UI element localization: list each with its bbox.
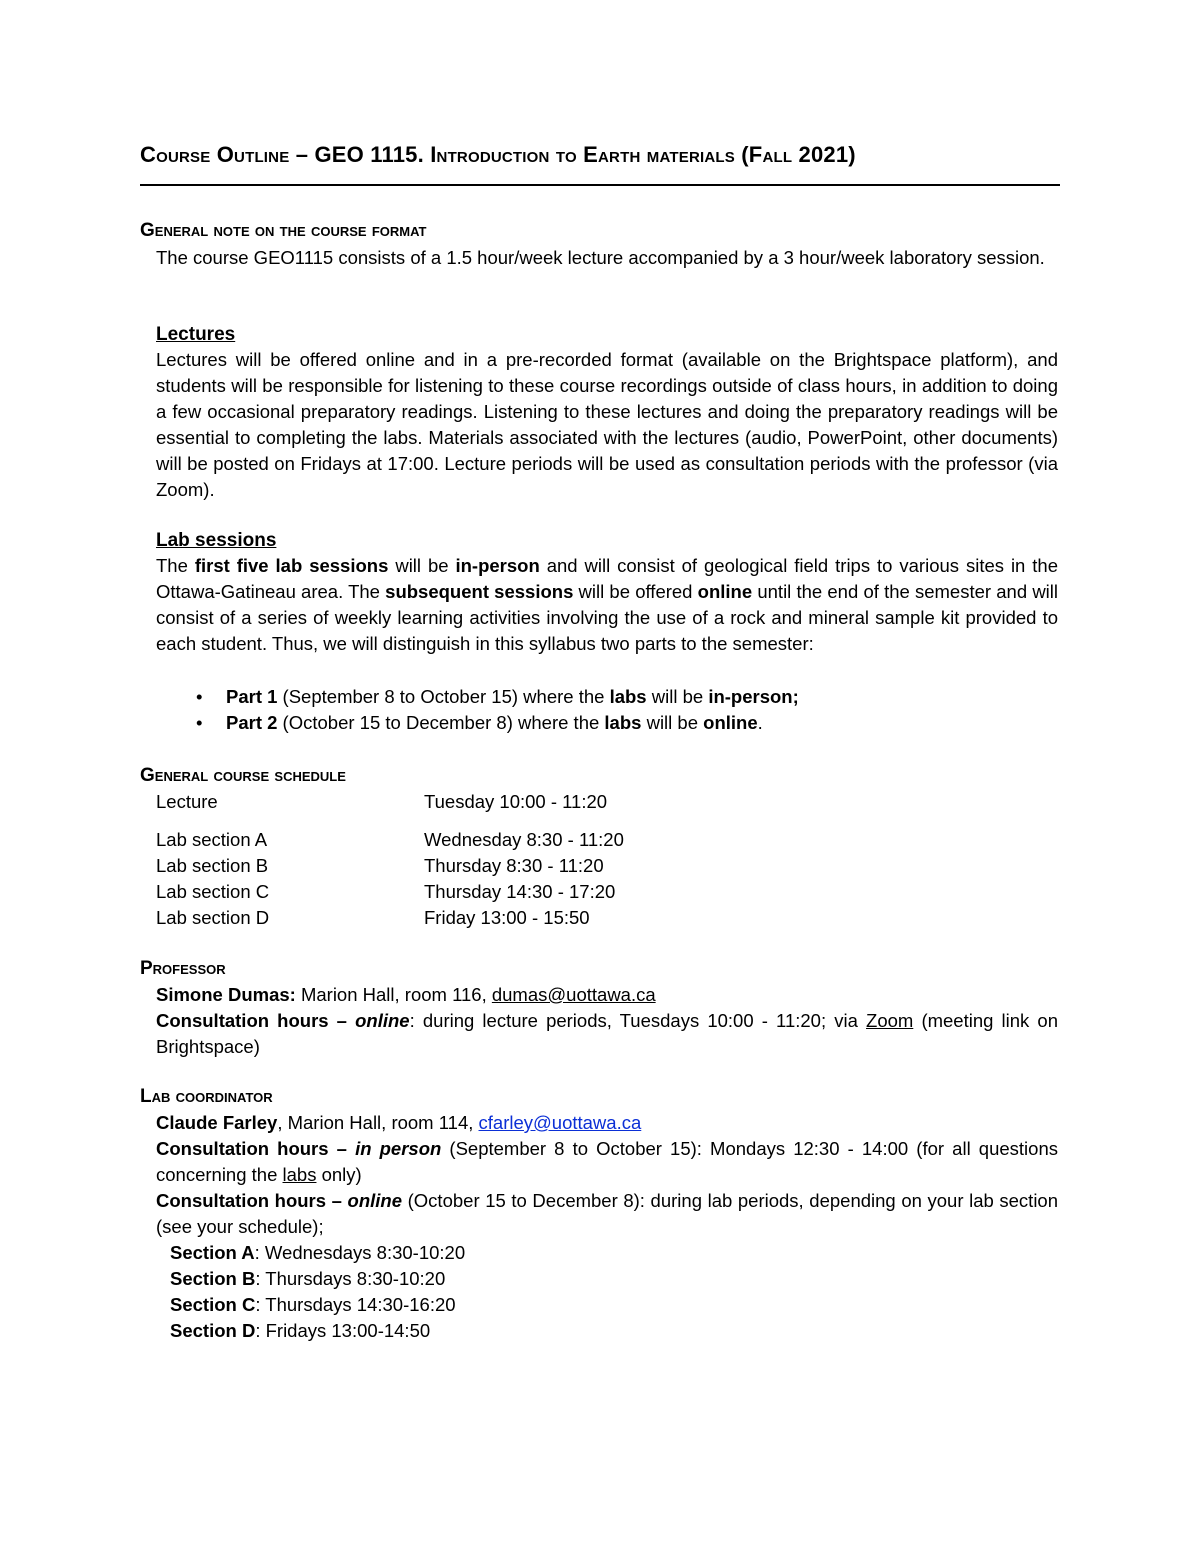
hours-labs: labs (282, 1164, 317, 1185)
hours-text: : during lecture periods, Tuesdays 10:00 - 11:20; via (409, 1010, 867, 1031)
schedule-heading: General course schedule (140, 765, 346, 786)
schedule-time: Wednesday 8:30 - 11:20 (424, 829, 624, 850)
part-label: Part 1 (226, 686, 278, 707)
part-text: will be (646, 686, 709, 707)
hours-text: (September 8 to October 15): Mondays 12:30 - 14:00 (for all questions concerning the (156, 1138, 1058, 1185)
section-time: : Fridays 13:00-14:50 (255, 1320, 431, 1341)
labs-text-part: and will consist of geological field trips to various sites in the Ottawa-Gatineau area. The (156, 555, 1058, 602)
labs-subsequent: subsequent sessions (385, 581, 574, 602)
schedule-time: Thursday 8:30 - 11:20 (424, 855, 604, 876)
section-hours (170, 1240, 465, 1266)
hours-text: (meeting link on Brightspace) (156, 1010, 1059, 1057)
schedule-name: Lab section B (156, 855, 269, 876)
section-label: Section D (170, 1320, 256, 1341)
hours-label: Consultation hours – (156, 1010, 356, 1031)
coordinator-hours-in-person (156, 1136, 1058, 1188)
part-end: . (757, 712, 763, 733)
labs-first-five: first five lab sessions (194, 555, 389, 576)
labs-text-part: will be offered (573, 581, 698, 602)
section-hours (170, 1292, 456, 1318)
professor-heading: Professor (140, 958, 226, 979)
bullet-icon: • (196, 712, 203, 733)
part-mode: online (703, 712, 758, 733)
hours-text: (October 15 to December 8): during lab periods, depending on your lab section (see your schedule); (156, 1190, 1059, 1237)
part-text: (September 8 to October 15) where the (277, 686, 610, 707)
section-label: Section B (170, 1268, 256, 1289)
hours-mode: online (355, 1010, 410, 1031)
labs-text-part: until the end of the semester and will consist of a series of weekly learning activities involving the use of a rock and mineral sample kit provided to each student. Thus, we will distinguish in this syllabus two parts to the semester: (156, 581, 1059, 654)
schedule-time: Tuesday 10:00 - 11:20 (424, 791, 608, 812)
labs-in-person: in-person (455, 555, 540, 576)
professor-office: Marion Hall, room 116, (295, 984, 492, 1005)
professor-name: Simone Dumas: (156, 984, 296, 1005)
schedule-name: Lab section C (156, 881, 270, 902)
labs-text-part: will be (388, 555, 456, 576)
bullet-icon: • (196, 686, 203, 707)
format-text: The course GEO1115 consists of a 1.5 hour/week lecture accompanied by a 3 hour/week laboratory session. (156, 247, 1045, 268)
title-divider (140, 184, 1060, 186)
coordinator-name: Claude Farley (156, 1112, 278, 1133)
format-heading: General note on the course format (140, 220, 427, 241)
zoom-link[interactable]: Zoom (866, 1010, 914, 1031)
schedule-time: Thursday 14:30 - 17:20 (424, 881, 616, 902)
schedule-time: Friday 13:00 - 15:50 (424, 907, 590, 928)
hours-mode: online (347, 1190, 403, 1211)
section-label: Section C (170, 1294, 256, 1315)
coordinator-office: , Marion Hall, room 114, (277, 1112, 479, 1133)
part-end: ; (792, 686, 799, 707)
section-time: : Thursdays 8:30-10:20 (255, 1268, 446, 1289)
section-time: : Wednesdays 8:30-10:20 (254, 1242, 466, 1263)
section-time: : Thursdays 14:30-16:20 (255, 1294, 456, 1315)
professor-email-link[interactable]: dumas@uottawa.ca (491, 984, 656, 1005)
coordinator-email-link[interactable]: cfarley@uottawa.ca (478, 1112, 642, 1133)
professor-hours (156, 1008, 1058, 1060)
lectures-text: Lectures will be offered online and in a pre-recorded format (available on the Brightspace platform), and students will be responsible for listening to these course recordings outside of class hours, in addition to doing a few occasional preparatory readings. Listening to these lectures and doing the preparatory readings will be essential to completing the labs. Materials associated with the lectures (audio, PowerPoint, other documents) will be posted on Fridays at 17:00. Lecture periods will be used as consultation periods with the professor (via Zoom). (156, 349, 1058, 500)
hours-label: Consultation hours – (156, 1190, 348, 1211)
schedule-name: Lab section D (156, 907, 270, 928)
part-mode: in-person (708, 686, 793, 707)
coordinator-hours-online (156, 1188, 1058, 1240)
schedule-name: Lecture (156, 791, 218, 812)
lectures-heading: Lectures (156, 324, 236, 345)
part-text: (October 15 to December 8) where the (277, 712, 605, 733)
labs-heading: Lab sessions (156, 530, 277, 551)
parts-list (156, 684, 1058, 736)
coordinator-heading: Lab coordinator (140, 1086, 273, 1107)
hours-mode: in person (355, 1138, 442, 1159)
labs-text-part: The (156, 555, 195, 576)
section-hours (170, 1266, 445, 1292)
hours-label: Consultation hours – (156, 1138, 356, 1159)
part-labs: labs (609, 686, 647, 707)
schedule-name: Lab section A (156, 829, 268, 850)
professor-contact (156, 982, 1058, 1008)
labs-text (156, 553, 1058, 657)
hours-text: only) (316, 1164, 362, 1185)
coordinator-contact (156, 1110, 1058, 1136)
list-item (156, 710, 1058, 736)
list-item (156, 684, 1058, 710)
section-hours (170, 1318, 430, 1344)
part-labs: labs (604, 712, 642, 733)
document-title: Course Outline – GEO 1115. Introduction to Earth materials (Fall 2021) (140, 142, 856, 167)
labs-online: online (697, 581, 753, 602)
section-label: Section A (170, 1242, 255, 1263)
part-label: Part 2 (226, 712, 278, 733)
part-text: will be (641, 712, 704, 733)
